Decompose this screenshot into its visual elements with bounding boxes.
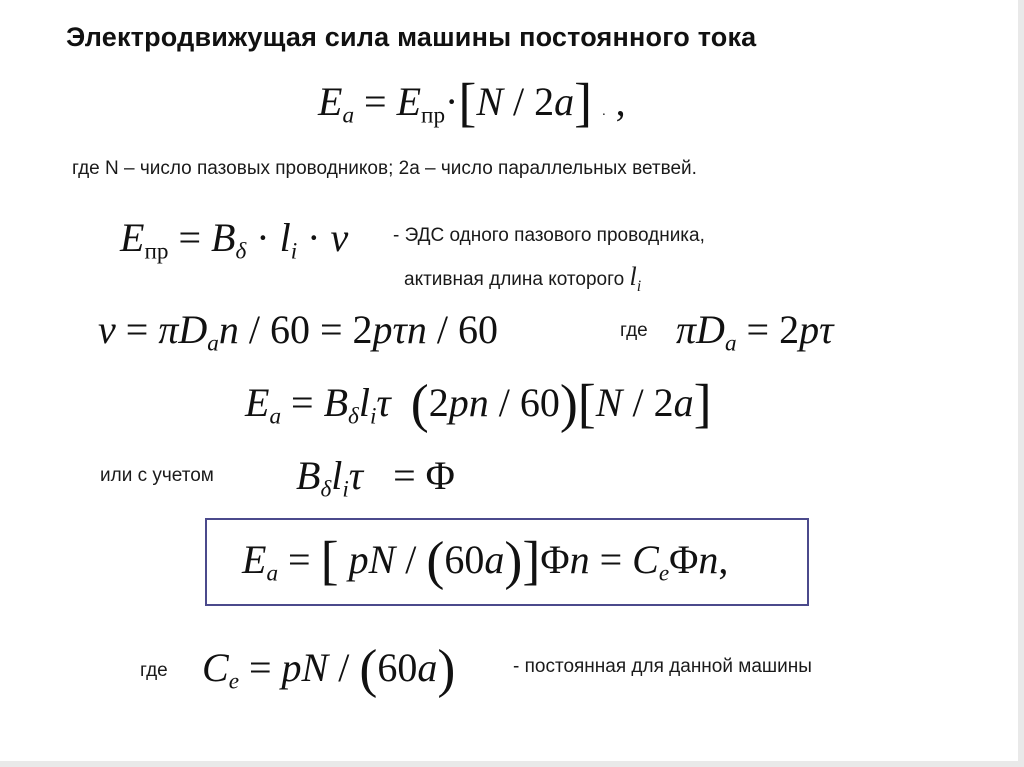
where-label-2: где: [140, 660, 168, 681]
where-label-1: где: [620, 320, 648, 341]
formula-ea-final: $E_a$ = [ pN / $(60a)]\Phi n = C_e\Phi n$,: [242, 530, 729, 591]
active-length-label: активная длина которого: [404, 269, 625, 290]
constant-note: - постоянная для данной машины: [513, 656, 812, 677]
emf-conductor-note-1: - ЭДС одного пазового проводника,: [393, 225, 705, 246]
formula-ce: $C_e$ = pN / (60a): [202, 638, 456, 699]
formula-ea-main: $E_a = E_{пр}\cdot[N / 2a]$ . ,: [318, 72, 626, 133]
li-symbol: $l_i$: [629, 262, 642, 296]
formula-pi-da: $\pi D_a = 2p\tau$: [676, 307, 834, 357]
emf-conductor-note-2: [404, 262, 641, 296]
formula-velocity: $v = \pi D_an / 60 = 2p\tau n / 60$: [98, 307, 498, 357]
where-n-note: где N – число пазовых проводников; 2a – число параллельных ветвей.: [72, 158, 697, 179]
formula-epr: $E_{пр} = B_\delta \cdot l_i \cdot v$: [120, 215, 349, 265]
formula-ea-expanded: $E_a = B_\delta l_i\tau$ (2pn / 60)[N / 2a]: [245, 373, 712, 434]
or-with-label: или с учетом: [100, 465, 214, 486]
slide-title: Электродвижущая сила машины постоянного тока: [66, 22, 757, 52]
formula-flux: $B_\delta l_i\tau = \Phi$: [296, 453, 455, 503]
